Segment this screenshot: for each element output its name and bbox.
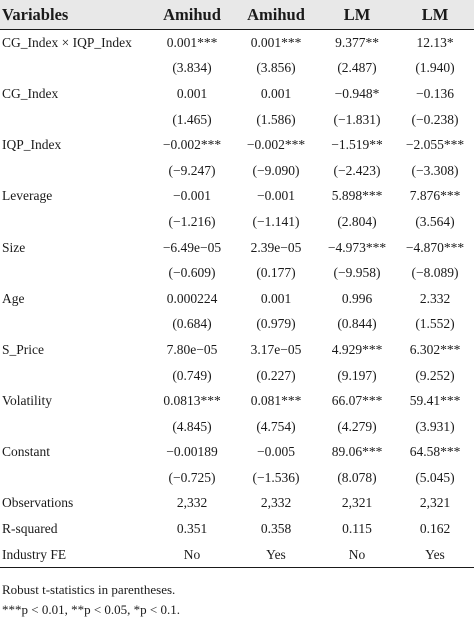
cell-value: (1.586) [256, 111, 296, 127]
cell-value: 0.001*** [166, 34, 218, 50]
table-row [0, 132, 474, 158]
row-label [0, 414, 150, 440]
cell-value: 0.358 [260, 521, 292, 537]
cell-value: (1.465) [172, 111, 212, 127]
table-notes [2, 580, 180, 620]
cell-value: −0.001 [173, 188, 211, 204]
row-label: R-squared [2, 521, 58, 537]
row-label [0, 260, 150, 286]
cell-value: (−0.725) [168, 469, 216, 485]
cell-value: (0.979) [256, 316, 296, 332]
cell-value: (5.045) [415, 469, 455, 485]
cell-value: (2.487) [337, 60, 377, 76]
header-row [0, 0, 474, 30]
row-label [0, 158, 150, 184]
row-label [0, 209, 150, 235]
cell-value: −0.002*** [162, 137, 222, 153]
table-row-tstat [0, 465, 474, 491]
cell-value: 6.302*** [409, 341, 461, 357]
cell-value: −4.870*** [405, 239, 465, 255]
table-row [0, 388, 474, 414]
note-robust: Robust t-statistics in parentheses. [2, 582, 176, 597]
row-label: Age [2, 290, 25, 306]
cell-value: 66.07*** [331, 393, 383, 409]
table-row-tstat [0, 312, 474, 338]
row-label: Volatility [2, 393, 53, 409]
cell-value: 0.0813*** [163, 393, 221, 409]
cell-value: −6.49e−05 [162, 239, 222, 255]
table-row-tstat [0, 107, 474, 133]
cell-value: (−1.141) [252, 213, 300, 229]
header-col-2: Amihud [234, 0, 318, 30]
header-col-4: LM [396, 0, 474, 30]
table-row-tstat [0, 209, 474, 235]
table-body [0, 30, 474, 568]
row-label [0, 465, 150, 491]
table-header [0, 0, 474, 30]
cell-value: (0.177) [256, 265, 296, 281]
cell-value: 0.001 [176, 85, 208, 101]
cell-value: (2.804) [337, 213, 377, 229]
cell-value: −1.519** [331, 137, 383, 153]
cell-value: Yes [234, 542, 318, 568]
cell-value: (4.845) [172, 418, 212, 434]
cell-value: 0.996 [341, 290, 373, 306]
cell-value: Yes [396, 542, 474, 568]
cell-value: 5.898*** [331, 188, 383, 204]
row-label: Industry FE [0, 542, 150, 568]
cell-value: (3.856) [256, 60, 296, 76]
cell-value: (4.754) [256, 418, 296, 434]
cell-value: 4.929*** [331, 341, 383, 357]
cell-value: −0.005 [257, 444, 295, 460]
cell-value: 2,332 [260, 495, 292, 511]
cell-value: 64.58*** [409, 444, 461, 460]
cell-value: (1.940) [415, 60, 455, 76]
row-label [0, 56, 150, 82]
row-label: CG_Index [2, 85, 59, 101]
table-row [0, 491, 474, 517]
cell-value: −2.055*** [405, 137, 465, 153]
cell-value: 0.162 [419, 521, 451, 537]
cell-value: (3.931) [415, 418, 455, 434]
cell-value: 2.332 [419, 290, 451, 306]
cell-value: 0.001 [260, 85, 292, 101]
cell-value: (−9.958) [333, 265, 381, 281]
cell-value: 7.876*** [409, 188, 461, 204]
row-label: CG_Index × IQP_Index [2, 34, 132, 50]
cell-value: (−1.831) [333, 111, 381, 127]
cell-value: 12.13* [416, 34, 454, 50]
table-row-tstat [0, 56, 474, 82]
cell-value: −0.00189 [166, 444, 218, 460]
table-row [0, 30, 474, 56]
cell-value: 59.41*** [409, 393, 461, 409]
row-label: Size [2, 239, 26, 255]
cell-value: (3.564) [415, 213, 455, 229]
table-row-tstat [0, 414, 474, 440]
cell-value: (−0.609) [168, 265, 216, 281]
table-row [0, 235, 474, 261]
cell-value: (−3.308) [411, 162, 459, 178]
cell-value: (0.844) [337, 316, 377, 332]
cell-value: 0.081*** [250, 393, 302, 409]
row-label [0, 107, 150, 133]
note-significance: ***p < 0.01, **p < 0.05, *p < 0.1. [2, 602, 180, 617]
cell-value: (−0.238) [411, 111, 459, 127]
table-row [0, 184, 474, 210]
cell-value: −0.948* [334, 85, 380, 101]
cell-value: 0.351 [176, 521, 208, 537]
table-row [0, 337, 474, 363]
header-variables: Variables [0, 0, 150, 30]
cell-value: 0.000224 [166, 290, 218, 306]
cell-value: (9.197) [337, 367, 377, 383]
table-row [0, 440, 474, 466]
cell-value: 2.39e−05 [250, 239, 302, 255]
row-label: Leverage [2, 188, 53, 204]
cell-value: (−9.247) [168, 162, 216, 178]
cell-value: (−1.216) [168, 213, 216, 229]
row-label: Constant [2, 444, 51, 460]
table-row [0, 516, 474, 542]
header-col-1: Amihud [150, 0, 234, 30]
cell-value: 2,332 [176, 495, 208, 511]
cell-value: (4.279) [337, 418, 377, 434]
cell-value: (−1.536) [252, 469, 300, 485]
cell-value: 2,321 [341, 495, 373, 511]
cell-value: (8.078) [337, 469, 377, 485]
cell-value: 89.06*** [331, 444, 383, 460]
cell-value: 9.377** [335, 34, 379, 50]
row-label: IQP_Index [2, 137, 62, 153]
table-row-tstat [0, 363, 474, 389]
table-row [0, 81, 474, 107]
header-col-3: LM [318, 0, 396, 30]
cell-value: 3.17e−05 [250, 341, 302, 357]
cell-value: (0.749) [172, 367, 212, 383]
cell-value: (−9.090) [252, 162, 300, 178]
cell-value: −0.136 [416, 85, 454, 101]
table-row [0, 286, 474, 312]
table-row [0, 542, 474, 568]
cell-value: 2,321 [419, 495, 451, 511]
cell-value: (0.227) [256, 367, 296, 383]
row-label: S_Price [2, 341, 44, 357]
row-label [0, 312, 150, 338]
row-label: Observations [2, 495, 74, 511]
cell-value: (0.684) [172, 316, 212, 332]
cell-value: −4.973*** [327, 239, 387, 255]
row-label [0, 363, 150, 389]
cell-value: (−8.089) [411, 265, 459, 281]
cell-value: −0.002*** [246, 137, 306, 153]
cell-value: (−2.423) [333, 162, 381, 178]
cell-value: 7.80e−05 [166, 341, 218, 357]
cell-value: −0.001 [257, 188, 295, 204]
table-row-tstat [0, 260, 474, 286]
cell-value: 0.115 [342, 521, 372, 537]
cell-value: (9.252) [415, 367, 455, 383]
cell-value: 0.001 [260, 290, 292, 306]
cell-value: (3.834) [172, 60, 212, 76]
cell-value: 0.001*** [250, 34, 302, 50]
cell-value: (1.552) [415, 316, 455, 332]
cell-value: No [318, 542, 396, 568]
table-row-tstat [0, 158, 474, 184]
cell-value: No [150, 542, 234, 568]
